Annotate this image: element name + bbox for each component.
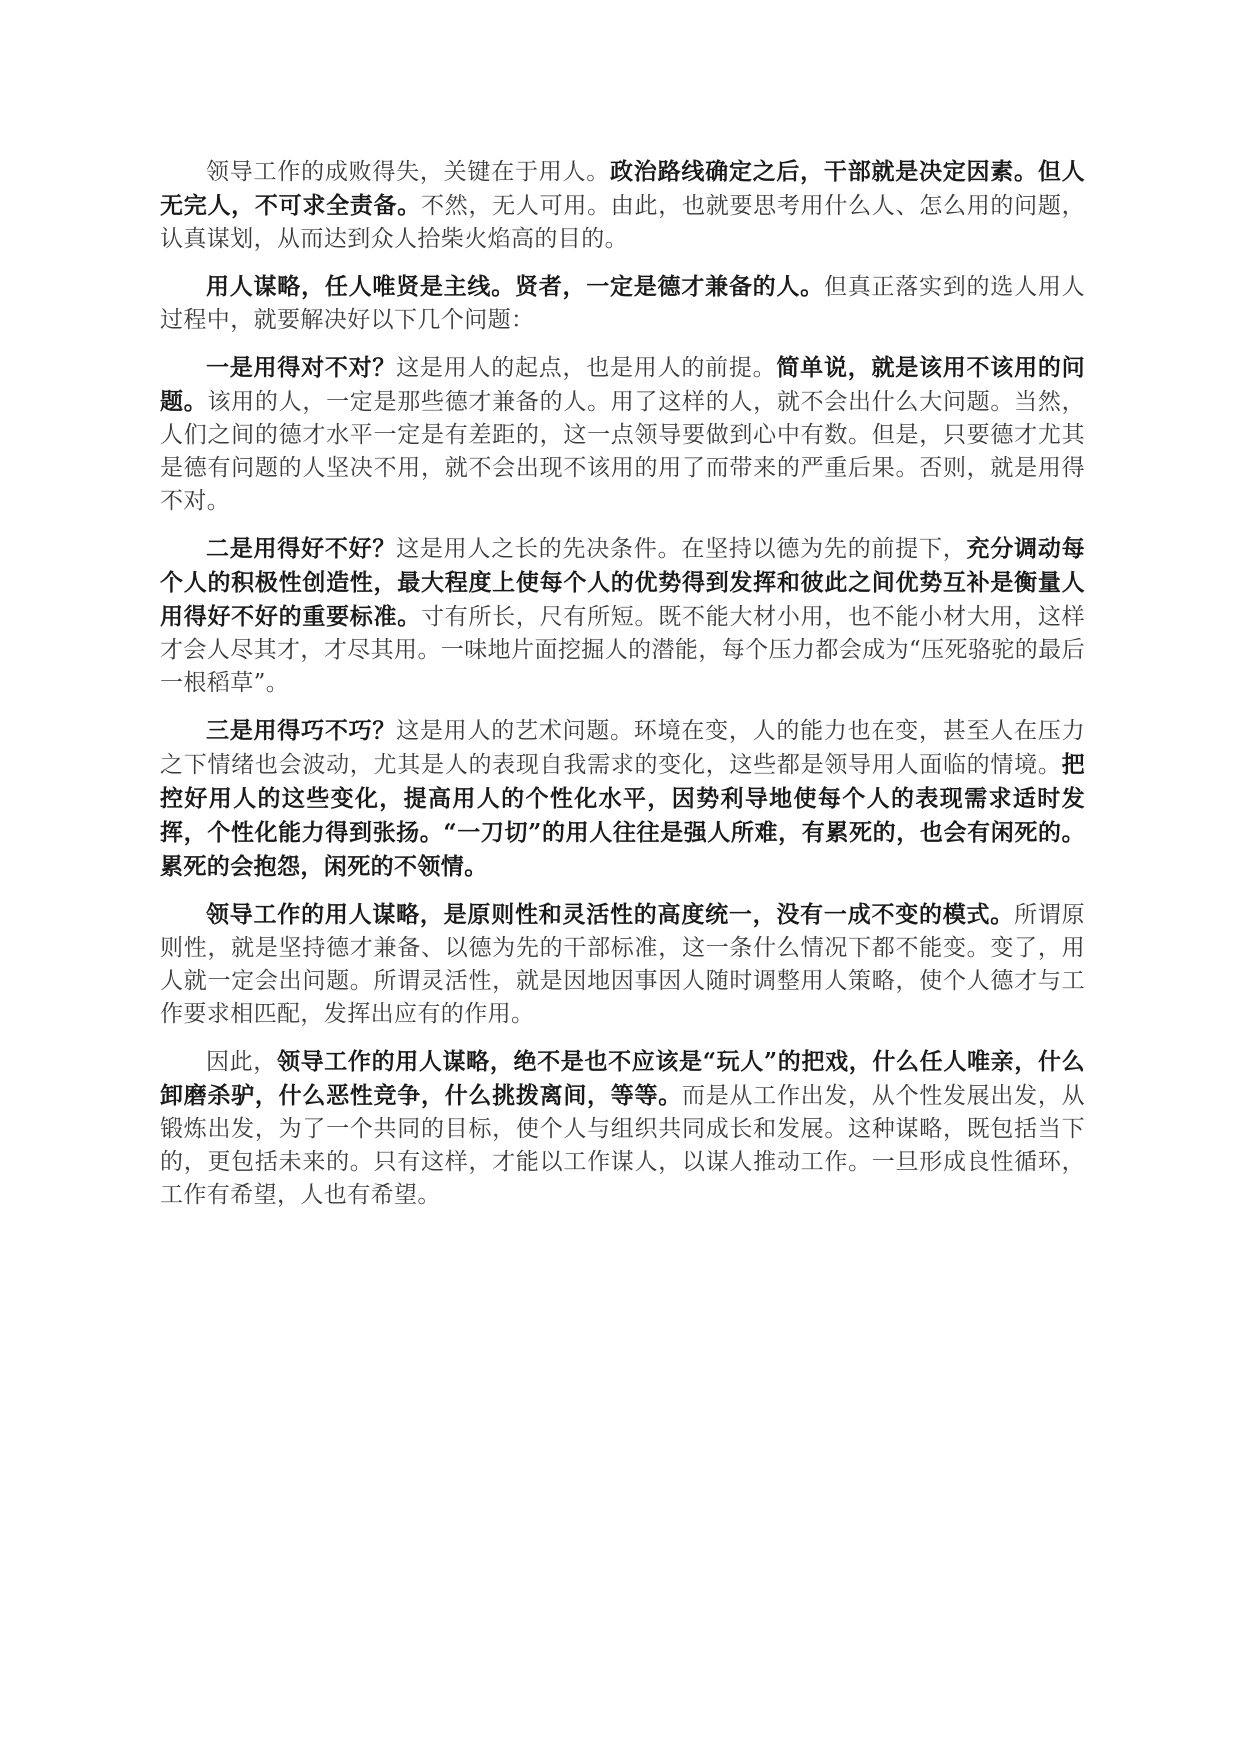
- text-run: 因此，: [206, 1049, 277, 1075]
- bold-run: 二是用得好不好？: [206, 535, 397, 562]
- bold-run: 一是用得对不对？: [206, 354, 397, 381]
- bold-run: 三是用得巧不巧？: [206, 717, 397, 744]
- paragraph-1: [160, 155, 1085, 256]
- text-run: 寸有所长，尺有所短。既不能大材小用，也不能小材大用，这样才会人尽其才，才尽其用。一味地片面挖掘人的潜能，每个压力都会成为“压死骆驼的最后一根稻草”。: [160, 604, 1086, 696]
- text-run: 不然，无人可用。由此，也就要思考用什么人、怎么用的问题，认真谋划，从而达到众人拾柴火焰高的目的。: [160, 193, 1086, 252]
- bold-run: 把控好用人的这些变化，提高用人的个性化水平，因势利导地使每个人的表现需求适时发挥，个性化能力得到张扬。“一刀切”的用人往往是强人所难，有累死的，也会有闲死的。累死的会抱怨，闲死的不领情。: [160, 751, 1085, 880]
- document-body: [160, 155, 1085, 1226]
- bold-run: 简单说，就是该用不该用的问题。: [160, 354, 1086, 415]
- bold-run: 领导工作的用人谋略，绝不是也不应该是“玩人”的把戏，什么任人唯亲，什么卸磨杀驴，什么恶性竞争，什么挑拨离间，等等。: [160, 1048, 1085, 1109]
- text-run: 领导工作的成败得失，关键在于用人。: [206, 159, 611, 185]
- bold-run: 用人谋略，任人唯贤是主线。贤者，一定是德才兼备的人。: [206, 273, 824, 300]
- bold-run: 领导工作的用人谋略，是原则性和灵活性的高度统一，没有一成不变的模式。: [206, 901, 1015, 928]
- paragraph-4: [160, 532, 1085, 700]
- text-run: 该用的人，一定是那些德才兼备的人。用了这样的人，就不会出什么大问题。当然，人们之间的德才水平一定是有差距的，这一点领导要做到心中有数。但是，只要德才尤其是德有问题的人坚决不用，就不会出现不该用的用了而带来的严重后果。否则，就是用得不对。: [160, 389, 1085, 514]
- text-run: 而是从工作出发，从个性发展出发，从锻炼出发，为了一个共同的目标，使个人与组织共同成长和发展。这种谋略，既包括当下的，更包括未来的。只有这样，才能以工作谋人，以谋人推动工作。一旦形成良性循环，工作有希望，人也有希望。: [160, 1083, 1085, 1208]
- paragraph-6: [160, 898, 1085, 1031]
- paragraph-2: [160, 270, 1085, 337]
- text-run: 这是用人的起点，也是用人的前提。: [396, 355, 777, 381]
- text-run: 这是用人之长的先决条件。在坚持以德为先的前提下，: [396, 536, 967, 562]
- bold-run: 政治路线确定之后，干部就是决定因素。但人无完人，不可求全责备。: [160, 158, 1085, 219]
- paragraph-7: [160, 1045, 1085, 1212]
- text-run: 所谓原则性，就是坚持德才兼备、以德为先的干部标准，这一条什么情况下都不能变。变了，用人就一定会出问题。所谓灵活性，就是因地因事因人随时调整用人策略，使个人德才与工作要求相匹配，发挥出应有的作用。: [160, 902, 1085, 1027]
- text-run: 但真正落实到的选人用人过程中，就要解决好以下几个问题：: [160, 274, 1086, 333]
- paragraph-3: [160, 351, 1085, 518]
- bold-run: 充分调动每个人的积极性创造性，最大程度上使每个人的优势得到发挥和彼此之间优势互补是衡量人用得好不好的重要标准。: [160, 535, 1086, 630]
- paragraph-5: [160, 714, 1085, 884]
- text-run: 这是用人的艺术问题。环境在变，人的能力也在变，甚至人在压力之下情绪也会波动，尤其是人的表现自我需求的变化，这些都是领导用人面临的情境。: [160, 718, 1085, 778]
